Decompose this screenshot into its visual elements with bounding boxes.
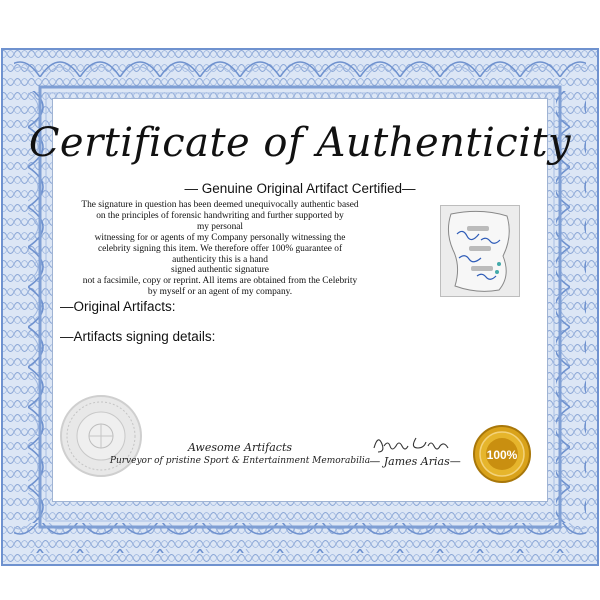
- statement-line: not a facsimile, copy or reprint. All items are obtained from the Celebrity: [82, 276, 358, 287]
- original-artifacts-label: —Original Artifacts:: [60, 299, 176, 314]
- certificate-subtitle: — Genuine Original Artifact Certified—: [184, 181, 416, 196]
- authenticity-statement: [52, 200, 388, 298]
- company-tagline: Purveyor of pristine Sport & Entertainment Memorabilia: [109, 456, 371, 466]
- company-name: Awesome Artifacts: [187, 441, 293, 454]
- statement-line: signed authentic signature: [171, 265, 269, 276]
- statement-line: by myself or an agent of my company.: [147, 287, 293, 298]
- statement-line: The signature in question has been deemed unequivocally authentic based: [81, 200, 359, 210]
- statement-line: on the principles of forensic handwriting and further supported by: [96, 210, 344, 221]
- guarantee-seal-icon: [472, 424, 532, 484]
- handwritten-signature: [370, 432, 460, 456]
- guarantee-seal-text: 100%: [486, 448, 518, 462]
- artifact-photo: [440, 205, 520, 297]
- statement-line: witnessing for or agents of my Company personally witnessing the: [94, 232, 346, 243]
- statement-line: my personal: [196, 221, 244, 232]
- signing-details-label: —Artifacts signing details:: [60, 329, 216, 344]
- company-block: [100, 441, 380, 468]
- pickguard-image: [441, 206, 519, 296]
- statement-line: authenticity this is a hand: [172, 254, 268, 265]
- certificate-title: Certificate of Authenticity: [28, 120, 572, 166]
- statement-line: celebrity signing this item. We therefore offer 100% guarantee of: [97, 243, 343, 254]
- signer-name: — James Arias—: [369, 455, 461, 468]
